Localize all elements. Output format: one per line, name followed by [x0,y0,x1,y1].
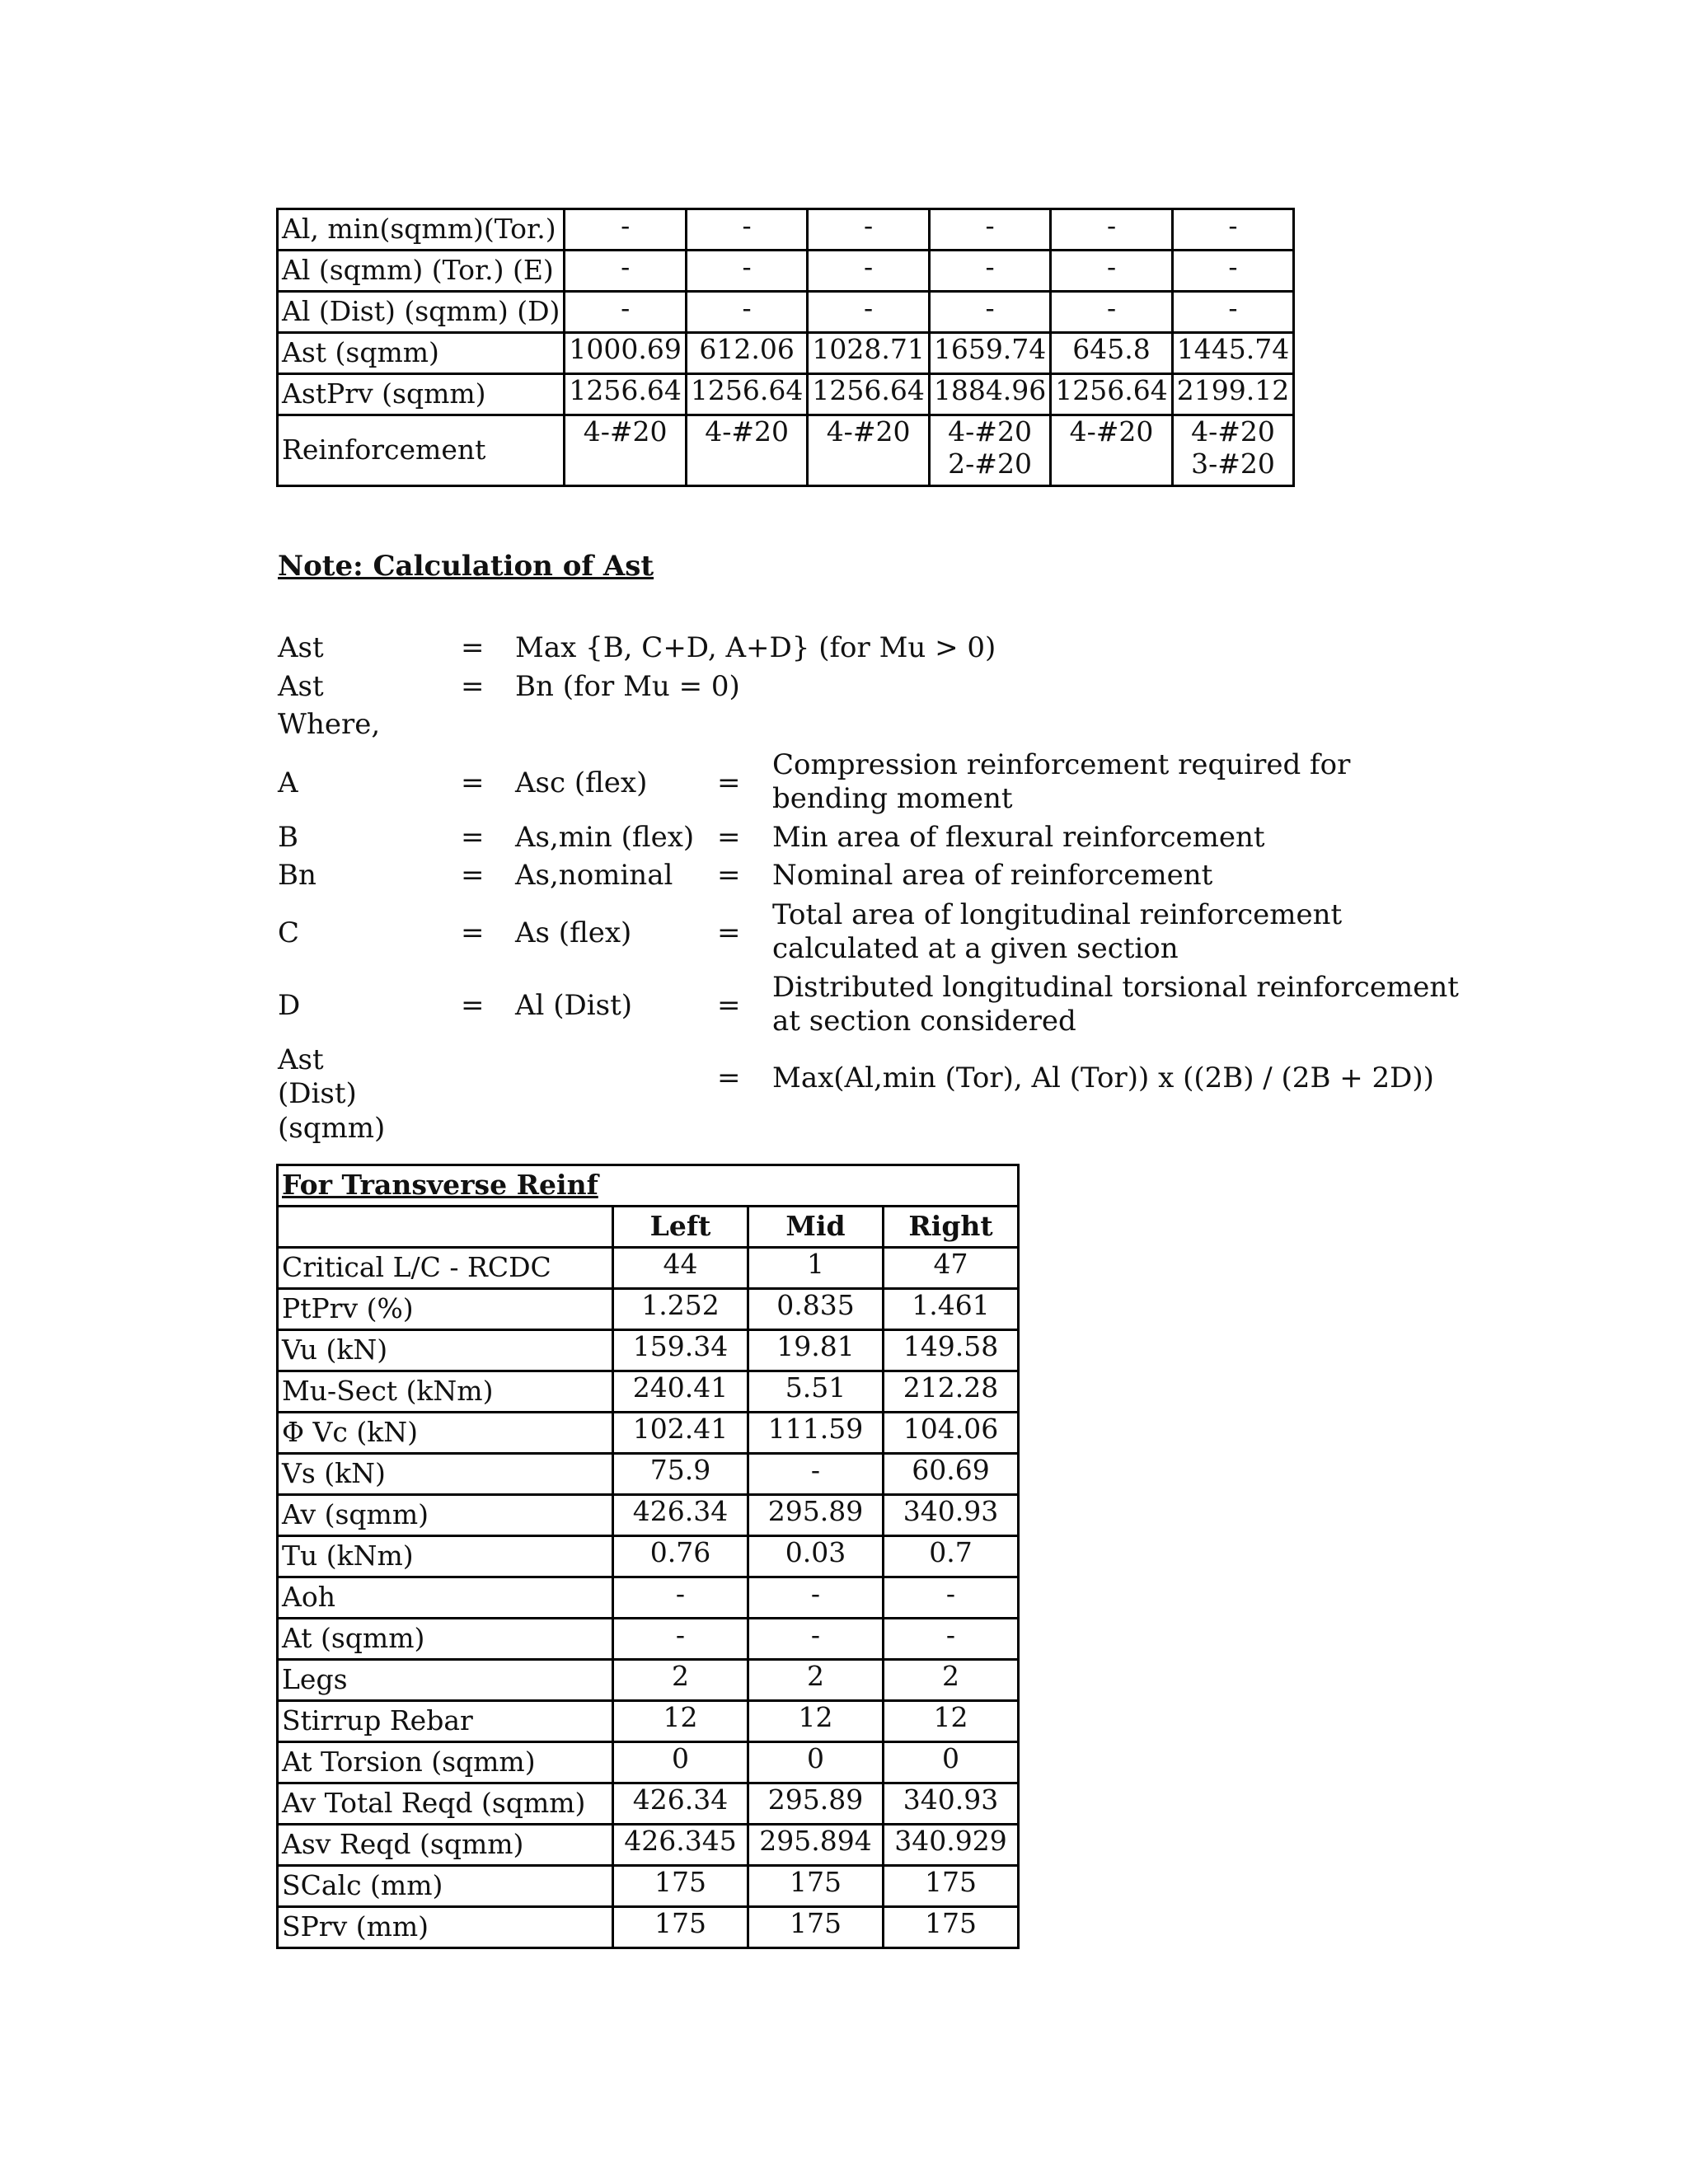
cell: 0.76 [613,1536,748,1577]
cell: - [748,1577,884,1619]
cell: - [1051,251,1172,292]
cell [565,415,686,486]
bar-line: 2-#20 [948,447,1032,480]
equals-sign: = [717,989,741,1022]
row-label: Aoh [278,1577,613,1619]
equals-sign: = [717,1062,741,1094]
cell: 19.81 [748,1330,884,1371]
equals-sign: = [461,821,485,854]
cell: 175 [613,1866,748,1907]
cell: 1028.71 [808,333,929,374]
transverse-reinforcement-table [276,1164,1020,1949]
cell: 2 [613,1660,748,1701]
row-label: Tu (kNm) [278,1536,613,1577]
definition-description [772,898,1342,967]
row-label: Vs (kN) [278,1454,613,1495]
definition-name: As (flex) [515,916,632,949]
ast-dist-label [278,1043,385,1146]
table-row [278,251,1294,292]
definition-name: Al (Dist) [515,989,633,1022]
definition-description: Min area of flexural reinforcement [772,821,1265,854]
row-label: SPrv (mm) [278,1907,613,1948]
table-row [278,1783,1019,1825]
row-label: Mu-Sect (kNm) [278,1371,613,1413]
cell: 295.89 [748,1783,884,1825]
cell: 159.34 [613,1330,748,1371]
formula-lhs: Ast [278,631,324,664]
bar-line: 4-#20 [583,415,668,448]
cell: 426.345 [613,1825,748,1866]
where-text: Where, [278,708,381,741]
cell: 1.461 [884,1289,1019,1330]
cell [1172,415,1293,486]
column-header-mid: Mid [748,1207,884,1248]
definition-name: As,min (flex) [515,821,695,854]
description-line: Total area of longitudinal reinforcement [772,898,1343,931]
cell: 645.8 [1051,333,1172,374]
definition-name: Asc (flex) [515,766,648,799]
equals-sign: = [717,766,741,799]
equals-sign: = [717,821,741,854]
cell: - [929,251,1050,292]
cell: 44 [613,1248,748,1289]
cell: 1256.64 [686,374,807,415]
column-header-right: Right [884,1207,1019,1248]
table-row [278,1454,1019,1495]
cell: 175 [613,1907,748,1948]
description-line: Distributed longitudinal torsional reinforcement [772,971,1459,1004]
cell: - [565,251,686,292]
note-title: Note: Calculation of Ast [278,550,654,583]
cell: - [748,1454,884,1495]
formula-rhs: Max {B, C+D, A+D} (for Mu > 0) [515,631,996,664]
cell: - [686,251,807,292]
definition-symbol: D [278,989,301,1022]
cell: - [884,1577,1019,1619]
cell: 1256.64 [808,374,929,415]
table-row [278,1413,1019,1454]
cell [808,415,929,486]
cell: 12 [748,1701,884,1742]
row-label: Asv Reqd (sqmm) [278,1825,613,1866]
row-label: PtPrv (%) [278,1289,613,1330]
table-row [278,1825,1019,1866]
table-header-row [278,1207,1019,1248]
cell: 340.93 [884,1783,1019,1825]
cell: 0.03 [748,1536,884,1577]
cell: - [1172,251,1293,292]
cell: 2 [884,1660,1019,1701]
cell: 212.28 [884,1371,1019,1413]
description-line: at section considered [772,1005,1076,1038]
bar-line: 4-#20 [1069,415,1154,448]
cell: 0 [748,1742,884,1783]
definition-symbol: C [278,916,300,949]
cell: - [613,1619,748,1660]
definition-name: As,nominal [515,859,673,892]
table-row [278,1536,1019,1577]
table-title: For Transverse Reinf [278,1165,1019,1207]
row-label: Φ Vc (kN) [278,1413,613,1454]
bar-line: 4-#20 [948,415,1032,448]
cell: - [686,292,807,333]
definition-symbol: Bn [278,859,316,892]
cell: 149.58 [884,1330,1019,1371]
row-label: Av Total Reqd (sqmm) [278,1783,613,1825]
cell: 340.93 [884,1495,1019,1536]
description-line: bending moment [772,782,1013,816]
table-row [278,1330,1019,1371]
cell: 1256.64 [565,374,686,415]
cell: 0 [884,1742,1019,1783]
table-row [278,374,1294,415]
definition-symbol: B [278,821,298,854]
cell: - [686,209,807,251]
label-line: (sqmm) [278,1111,386,1145]
cell: - [929,209,1050,251]
cell: - [565,209,686,251]
cell: 340.929 [884,1825,1019,1866]
cell: 5.51 [748,1371,884,1413]
row-label: Vu (kN) [278,1330,613,1371]
ast-dist-formula: Max(Al,min (Tor), Al (Tor)) x ((2B) / (2B + 2D)) [772,1062,1434,1094]
table-row [278,1577,1019,1619]
cell: 175 [884,1866,1019,1907]
cell: 240.41 [613,1371,748,1413]
equals-sign: = [461,859,485,892]
row-label: Reinforcement [278,415,565,486]
cell: 295.894 [748,1825,884,1866]
definition-description: Nominal area of reinforcement [772,859,1213,892]
cell [929,415,1050,486]
cell: 104.06 [884,1413,1019,1454]
cell: 426.34 [613,1495,748,1536]
equals-sign: = [461,766,485,799]
cell: - [565,292,686,333]
table-row [278,333,1294,374]
row-label: Al (Dist) (sqmm) (D) [278,292,565,333]
cell: 0.835 [748,1289,884,1330]
row-label: Ast (sqmm) [278,333,565,374]
cell: 47 [884,1248,1019,1289]
cell: - [1051,209,1172,251]
cell: 0.7 [884,1536,1019,1577]
definition-description [772,971,1459,1039]
bar-line: 4-#20 [705,415,790,448]
cell: - [748,1619,884,1660]
bar-line: 3-#20 [1191,447,1275,480]
equals-sign: = [717,916,741,949]
formula-lhs: Ast [278,670,324,703]
cell: 1884.96 [929,374,1050,415]
table-row [278,1619,1019,1660]
description-line: calculated at a given section [772,932,1179,966]
cell: - [808,209,929,251]
cell: 1256.64 [1051,374,1172,415]
definition-description [772,748,1350,817]
row-label: Legs [278,1660,613,1701]
cell: 295.89 [748,1495,884,1536]
bar-line: 4-#20 [826,415,911,448]
cell: 1.252 [613,1289,748,1330]
cell: - [929,292,1050,333]
equals-sign: = [461,916,485,949]
longitudinal-reinforcement-table [276,208,1295,487]
definition-symbol: A [278,766,298,799]
table-row [278,1495,1019,1536]
cell: - [808,251,929,292]
equals-sign: = [717,859,741,892]
table-row [278,209,1294,251]
cell: 612.06 [686,333,807,374]
table-row [278,1248,1019,1289]
cell: 2 [748,1660,884,1701]
table-row [278,1866,1019,1907]
cell: 2199.12 [1172,374,1293,415]
cell: - [1172,292,1293,333]
row-label: SCalc (mm) [278,1866,613,1907]
cell [686,415,807,486]
cell: - [613,1577,748,1619]
cell: - [1172,209,1293,251]
row-label: Stirrup Rebar [278,1701,613,1742]
cell: 175 [748,1866,884,1907]
cell: 111.59 [748,1413,884,1454]
formula-rhs: Bn (for Mu = 0) [515,670,740,703]
equals-sign: = [461,670,485,703]
table-row [278,1289,1019,1330]
row-label: At (sqmm) [278,1619,613,1660]
cell: 12 [884,1701,1019,1742]
cell: 1 [748,1248,884,1289]
cell: 426.34 [613,1783,748,1825]
cell: - [884,1619,1019,1660]
table-row [278,1907,1019,1948]
row-label: AstPrv (sqmm) [278,374,565,415]
equals-sign: = [461,631,485,664]
row-label: Al (sqmm) (Tor.) (E) [278,251,565,292]
cell: 12 [613,1701,748,1742]
table-row [278,1371,1019,1413]
column-header-left: Left [613,1207,748,1248]
cell: 175 [884,1907,1019,1948]
table-row-reinforcement [278,415,1294,486]
cell: - [1051,292,1172,333]
cell: 75.9 [613,1454,748,1495]
table-row [278,1701,1019,1742]
row-label: At Torsion (sqmm) [278,1742,613,1783]
cell: 0 [613,1742,748,1783]
cell: 1659.74 [929,333,1050,374]
bar-line: 4-#20 [1191,415,1275,448]
cell: 102.41 [613,1413,748,1454]
cell [1051,415,1172,486]
header-blank [278,1207,613,1248]
row-label: Critical L/C - RCDC [278,1248,613,1289]
cell: 1000.69 [565,333,686,374]
cell: 175 [748,1907,884,1948]
table-row [278,1742,1019,1783]
table-row [278,292,1294,333]
table-row [278,1660,1019,1701]
table-title-row [278,1165,1019,1207]
label-line: Ast (Dist) [278,1043,357,1111]
equals-sign: = [461,989,485,1022]
row-label: Av (sqmm) [278,1495,613,1536]
cell: 1445.74 [1172,333,1293,374]
row-label: Al, min(sqmm)(Tor.) [278,209,565,251]
cell: - [808,292,929,333]
description-line: Compression reinforcement required for [772,748,1351,781]
cell: 60.69 [884,1454,1019,1495]
